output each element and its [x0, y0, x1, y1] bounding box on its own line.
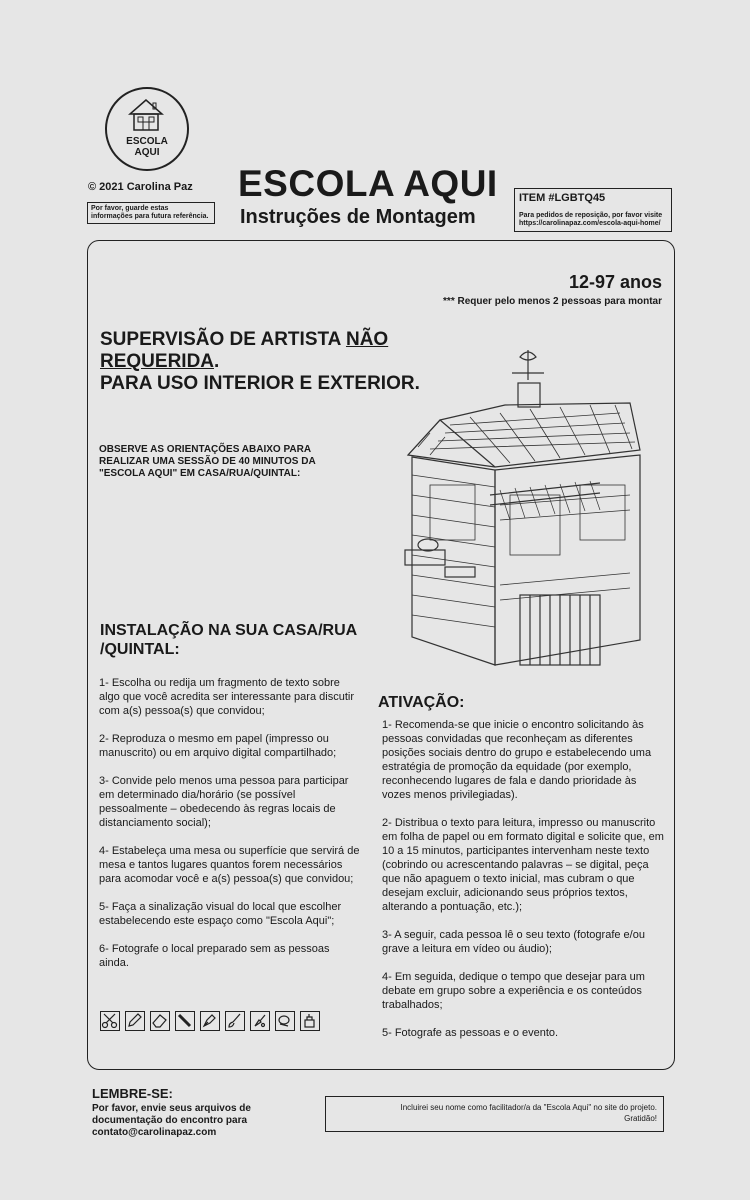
list-item: 6- Fotografe o local preparado sem as pessoas ainda.	[99, 943, 330, 969]
activation-steps	[382, 718, 664, 1054]
list-item: 5- Faça a sinalização visual do local que escolher estabelecendo este espaço como "Escola Aqui";	[99, 901, 342, 927]
headline: SUPERVISÃO DE ARTISTA NÃO REQUERIDA. PARA USO INTERIOR E EXTERIOR.	[100, 329, 420, 394]
logo	[105, 87, 189, 171]
item-code: ITEM #LGBTQ45	[519, 192, 606, 204]
list-item: 3- Convide pelo menos uma pessoa para participar em determinado dia/horário (se possível pessoalmente – obedecendo às regras locais de distanciamento social);	[99, 775, 349, 829]
brush-icon	[225, 1011, 245, 1031]
requirement-note: *** Requer pelo menos 2 pessoas para montar	[443, 296, 662, 307]
keep-note: Por favor, guarde estas informações para futura referência.	[87, 202, 215, 224]
logo-text: ESCOLA AQUI	[126, 136, 168, 158]
page-subtitle: Instruções de Montagem	[240, 206, 476, 228]
list-item: 5- Fotografe as pessoas e o evento.	[382, 1027, 559, 1039]
house-logo-icon	[126, 97, 166, 133]
playhouse-illustration-icon	[400, 345, 662, 675]
paint-brush-icon	[250, 1011, 270, 1031]
remember-text: Por favor, envie seus arquivos de documentação do encontro para contato@carolinapaz.com	[92, 1103, 251, 1138]
item-box	[514, 188, 672, 232]
eraser-icon	[150, 1011, 170, 1031]
scissors-icon	[100, 1011, 120, 1031]
installation-heading: INSTALAÇÃO NA SUA CASA/RUA /QUINTAL:	[100, 622, 358, 658]
list-item: 1- Escolha ou redija um fragmento de texto sobre algo que você acredita ser interessante para discutir com a(s) pessoa(s) que convidou;	[99, 677, 354, 717]
list-item: 1- Recomenda-se que inicie o encontro solicitando às pessoas convidadas que reconheçam as diferentes posições sociais dentro do grupo e estabelecendo uma estratégia de promoção da equidade (por exemplo, reconhecendo lugares de fala e dando prioridade às vozes menos privilegiadas).	[382, 719, 652, 801]
observe-note: OBSERVE AS ORIENTAÇÕES ABAIXO PARA REALIZAR UMA SESSÃO DE 40 MINUTOS DA "ESCOLA AQUI" EM CASA/RUA/QUINTAL:	[99, 444, 316, 479]
spray-icon	[275, 1011, 295, 1031]
list-item: 3- A seguir, cada pessoa lê o seu texto (fotografe e/ou grave a leitura em vídeo ou áudio);	[382, 929, 645, 955]
thanks-box: Incluirei seu nome como facilitador/a da "Escola Aqui" no site do projeto. Gratidão!	[325, 1096, 664, 1132]
tool-icons	[100, 1011, 320, 1031]
age-range: 12-97 anos	[568, 272, 662, 292]
marker-icon	[175, 1011, 195, 1031]
activation-heading: ATIVAÇÃO:	[378, 694, 465, 711]
pen-nib-icon	[200, 1011, 220, 1031]
list-item: 2- Distribua o texto para leitura, impresso ou manuscrito em folha de papel ou em formato digital e solicite que, em 10 a 15 minutos, participantes intervenham neste texto (cobrindo ou acrescentando palavras – se digital, peça que não apaguem o texto inicial, mas cubram o que desejam excluir, adicionando seus próprios textos, alterando a pontuação, etc.);	[382, 817, 664, 913]
page-title: ESCOLA AQUI	[238, 163, 498, 204]
list-item: 4- Em seguida, dedique o tempo que desejar para um debate em grupo sobre a experiência e os conteúdos trabalhados;	[382, 971, 645, 1011]
copyright: © 2021 Carolina Paz	[88, 181, 193, 193]
item-note: Para pedidos de reposição, por favor visite	[519, 212, 663, 219]
installation-steps	[99, 676, 361, 984]
item-url[interactable]: https://carolinapaz.com/escola-aqui-home/	[519, 220, 661, 227]
remember-heading: LEMBRE-SE:	[92, 1086, 173, 1101]
list-item: 2- Reproduza o mesmo em papel (impresso ou manuscrito) ou em arquivo digital compartilhado;	[99, 733, 337, 759]
list-item: 4- Estabeleça uma mesa ou superfície que servirá de mesa e tantos lugares quantos forem necessários para acomodar você e a(s) pessoa(s) que convidou;	[99, 845, 360, 885]
pencil-icon	[125, 1011, 145, 1031]
glue-icon	[300, 1011, 320, 1031]
